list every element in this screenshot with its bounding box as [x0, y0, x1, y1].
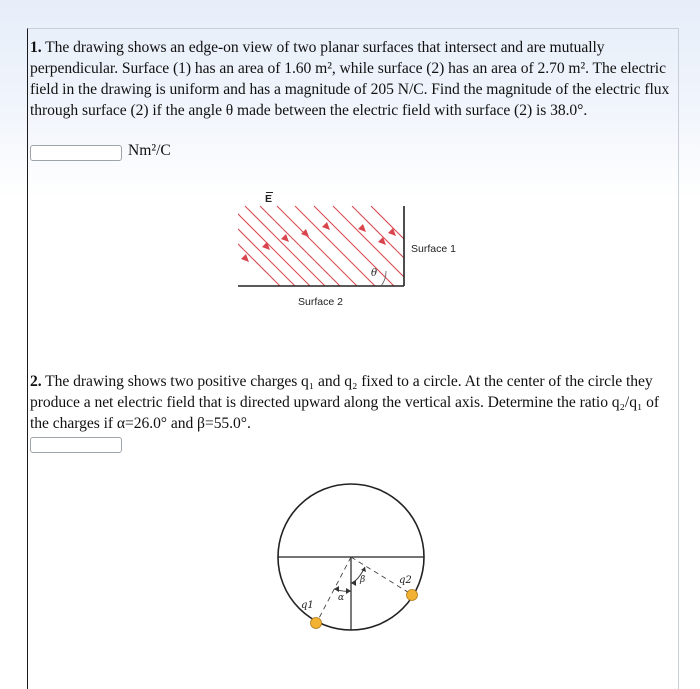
- beta-arrowhead: [361, 567, 366, 572]
- beta-arrowhead: [351, 580, 356, 586]
- charge-q1: [311, 618, 322, 629]
- alpha-arrowhead: [334, 586, 339, 592]
- beta-label: β: [360, 575, 366, 585]
- surface-1-label: Surface 1: [411, 243, 456, 255]
- question-1-body: The drawing shows an edge-on view of two planar surfaces that intersect and are mutually perpendicular. Surface (1) has an area of 1.60 m², while surface (2) has an area of 2.70 m². The electric field in the drawing is uniform and has a magnitude of 205 N/C. Find the magnitude of the electric flux through surface (2) if the angle θ made between the electric field with surface (2) is 38.0°.: [30, 39, 670, 119]
- theta-label: θ: [371, 268, 378, 279]
- question-2-body: The drawing shows two positive charges q₁ and q₂ fixed to a circle. At the center of the circle they produce a net electric field that is directed upward along the vertical axis. Determine the ratio q₂/q₁ of the charges if α=26.0° and β=55.0°.: [30, 373, 660, 432]
- alpha-arrowhead: [346, 588, 351, 594]
- question-1-unit: Nm²/C: [128, 142, 171, 159]
- charge-q2: [407, 590, 418, 601]
- field-e-label: E: [265, 193, 273, 205]
- question-2-number: 2.: [30, 373, 42, 390]
- q2-label: q2: [399, 575, 412, 586]
- q1-label: q1: [301, 600, 314, 611]
- surface-2-label: Surface 2: [298, 296, 343, 308]
- alpha-label: α: [338, 593, 345, 603]
- question-1-number: 1.: [30, 39, 42, 56]
